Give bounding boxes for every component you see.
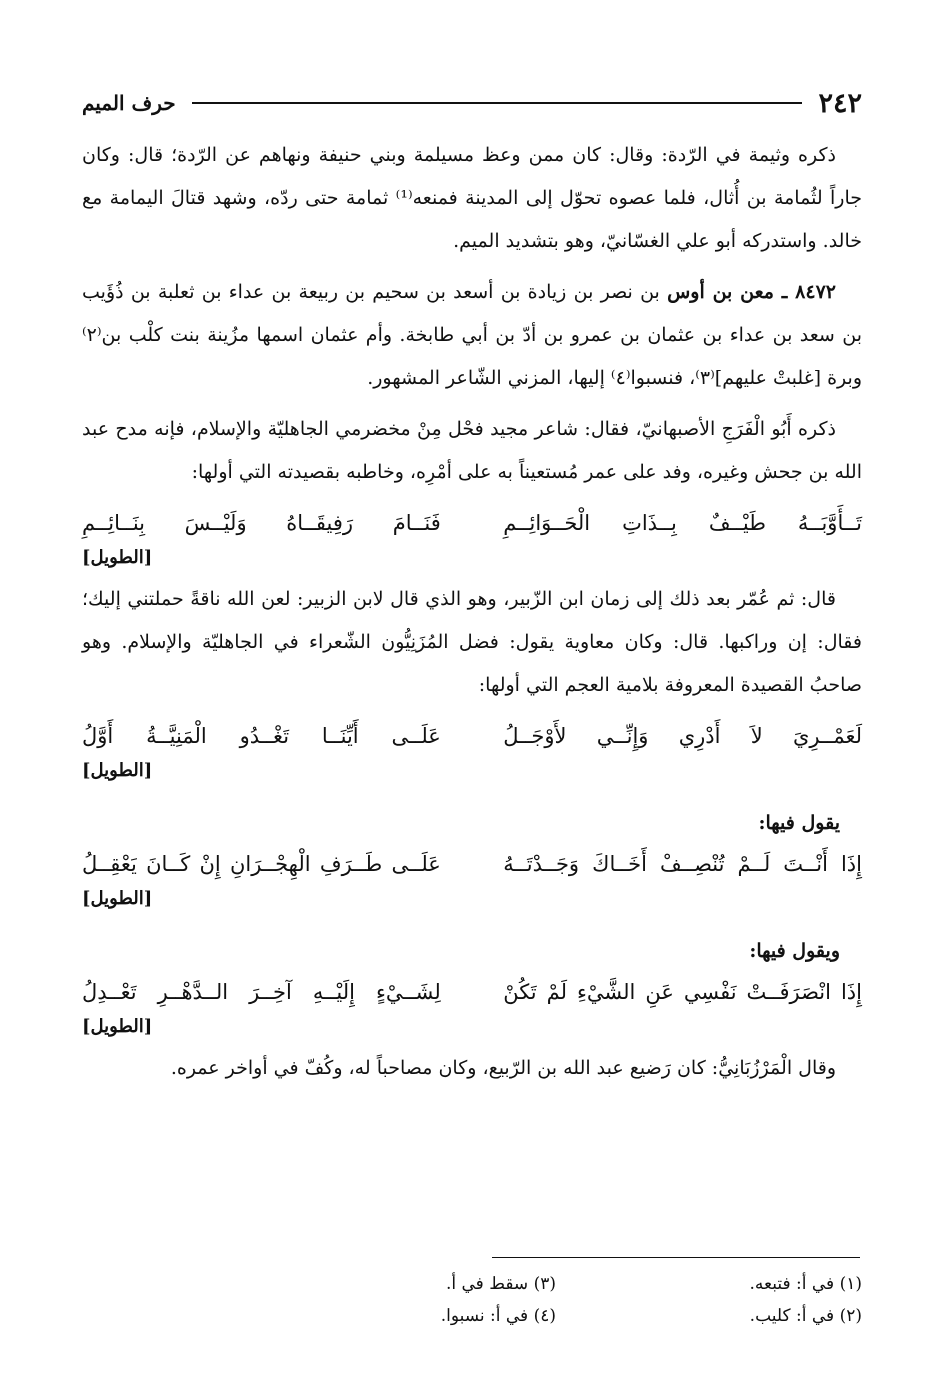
verse-first-hemistich: تَــأَوَّبَــهُ طَيْــفٌ بِــذَاتِ الْحَــوَائِــمِ: [503, 511, 862, 535]
page-number: ٢٤٢: [818, 87, 862, 119]
verse-intro: يقول فيها:: [758, 812, 840, 834]
verse-first-hemistich: لَعَمْــرِيَ لاَ أَدْرِي وَإِنِّــي لأَوْجَــلُ: [503, 724, 862, 748]
verse-meter: [الطويل]: [82, 760, 153, 781]
verse-meter: [الطويل]: [82, 888, 153, 909]
verse-first-hemistich: إِذَا أَنْــتَ لَــمْ تُنْصِــفْ أَخَــاكَ وَجَــدْتَــهُ: [503, 852, 862, 876]
running-title: حرف الميم: [82, 91, 176, 115]
verse-meter: [الطويل]: [82, 547, 153, 568]
paragraph-abu-al-faraj: ذكره أَبُو الْفَرَجِ الأصبهانيّ، فقال: شاعر مجيد فحْل مِنْ مخضرمي الجاهليّة والإسلام، فإنه مدح عبد الله بن جحش وغيره، وفد على عمر مُستعيناً به على أمْرِه، وخاطبه بقصيدته التي أولها:: [82, 418, 862, 483]
footnote-3: (٣) سقط في أ.: [445, 1274, 556, 1294]
verse-3: [82, 843, 862, 913]
footnotes: [250, 1270, 862, 1330]
verse-second-hemistich: لِشَــيْءٍ إِلَيْــهِ آخِــرَ الــدَّهْــرِ تَعْــدِلُ: [82, 980, 441, 1004]
paragraph-ibn-zubayr: قال: ثم عُمّر بعد ذلك إلى زمان ابن الزّبير، وهو الذي قال لابن الزبير: لعن الله ناقةً حملتني إليك؛ فقال: إن وراكبها. قال: وكان معاوية يقول: فضل المُزَنِيُّون الشّعراء في الجاهليّة والإسلام. وهو صاحبُ القصيدة المعروفة بلامية العجم التي أولها:: [82, 588, 862, 696]
entry-heading: ٨٤٧٢ ـ معن بن أوس: [667, 281, 836, 303]
footnote-rule: [492, 1257, 860, 1258]
footnote-2: (٢) في أ: كليب.: [749, 1306, 862, 1326]
verse-meter: [الطويل]: [82, 1016, 153, 1037]
running-header: [82, 86, 862, 120]
verse-1: [82, 502, 862, 572]
paragraph-thumama: ذكره وثيمة في الرّدة: وقال: كان ممن وعظ مسيلمة وبني حنيفة ونهاهم عن الرّدة؛ قال: وكان جاراً لثُمامة بن أُثال، فلما عصوه تحوّل إلى المدينة فمنعه⁽¹⁾ ثمامة حتى ردّه، وشهد قتالَ اليمامة مع خالد. واستدركه أبو علي الغسّانيّ، وهو بتشديد الميم.: [82, 144, 862, 252]
verse-second-hemistich: عَلَــى طَــرَفِ الْهِجْــرَانِ إِنْ كَــانَ يَعْقِــلُ: [82, 852, 441, 876]
verse-4: [82, 971, 862, 1041]
paragraph-marzubani: وقال الْمَرْزُبَانِيُّ: كان رَضيع عبد الله بن الرّبيع، وكان مصاحباً له، وكُفّ في أواخر عمره.: [170, 1057, 836, 1079]
verse-first-hemistich: إِذَا انْصَرَفَــتْ نَفْسِي عَنِ الشَّيْءِ لَمْ تَكُنْ: [503, 980, 862, 1004]
entry-text: بن نصر بن زيادة بن أسعد بن سحيم بن ربيعة بن عداء بن ثعلبة بن ذُؤَيب بن سعد بن عداء بن عثمان بن عمرو بن أدّ بن أبي طابخة. وأم عثمان اسمها مزُينة بنت كلْب بن⁽٢⁾ وبرة [غلبتْ عليهم]⁽٣⁾، فنسبوا⁽٤⁾ إليها، المزني الشّاعر المشهور.: [82, 281, 862, 389]
footnote-4: (٤) في أ: نسبوا.: [440, 1306, 556, 1326]
header-rule: [192, 102, 803, 104]
verse-second-hemistich: فَنَــامَ رَفِيقَــاهُ وَلَيْــسَ بِنَــائِــمِ: [82, 511, 441, 535]
verse-intro: ويقول فيها:: [749, 940, 840, 962]
verse-second-hemistich: عَلَــى أَيِّنَــا تَغْــدُو الْمَنِيَّــةُ أَوَّلُ: [82, 724, 441, 748]
verse-2: [82, 715, 862, 785]
footnote-1: (١) في أ: فتبعه.: [749, 1274, 862, 1294]
main-text: [82, 134, 862, 1098]
entry-8472: [82, 271, 862, 400]
